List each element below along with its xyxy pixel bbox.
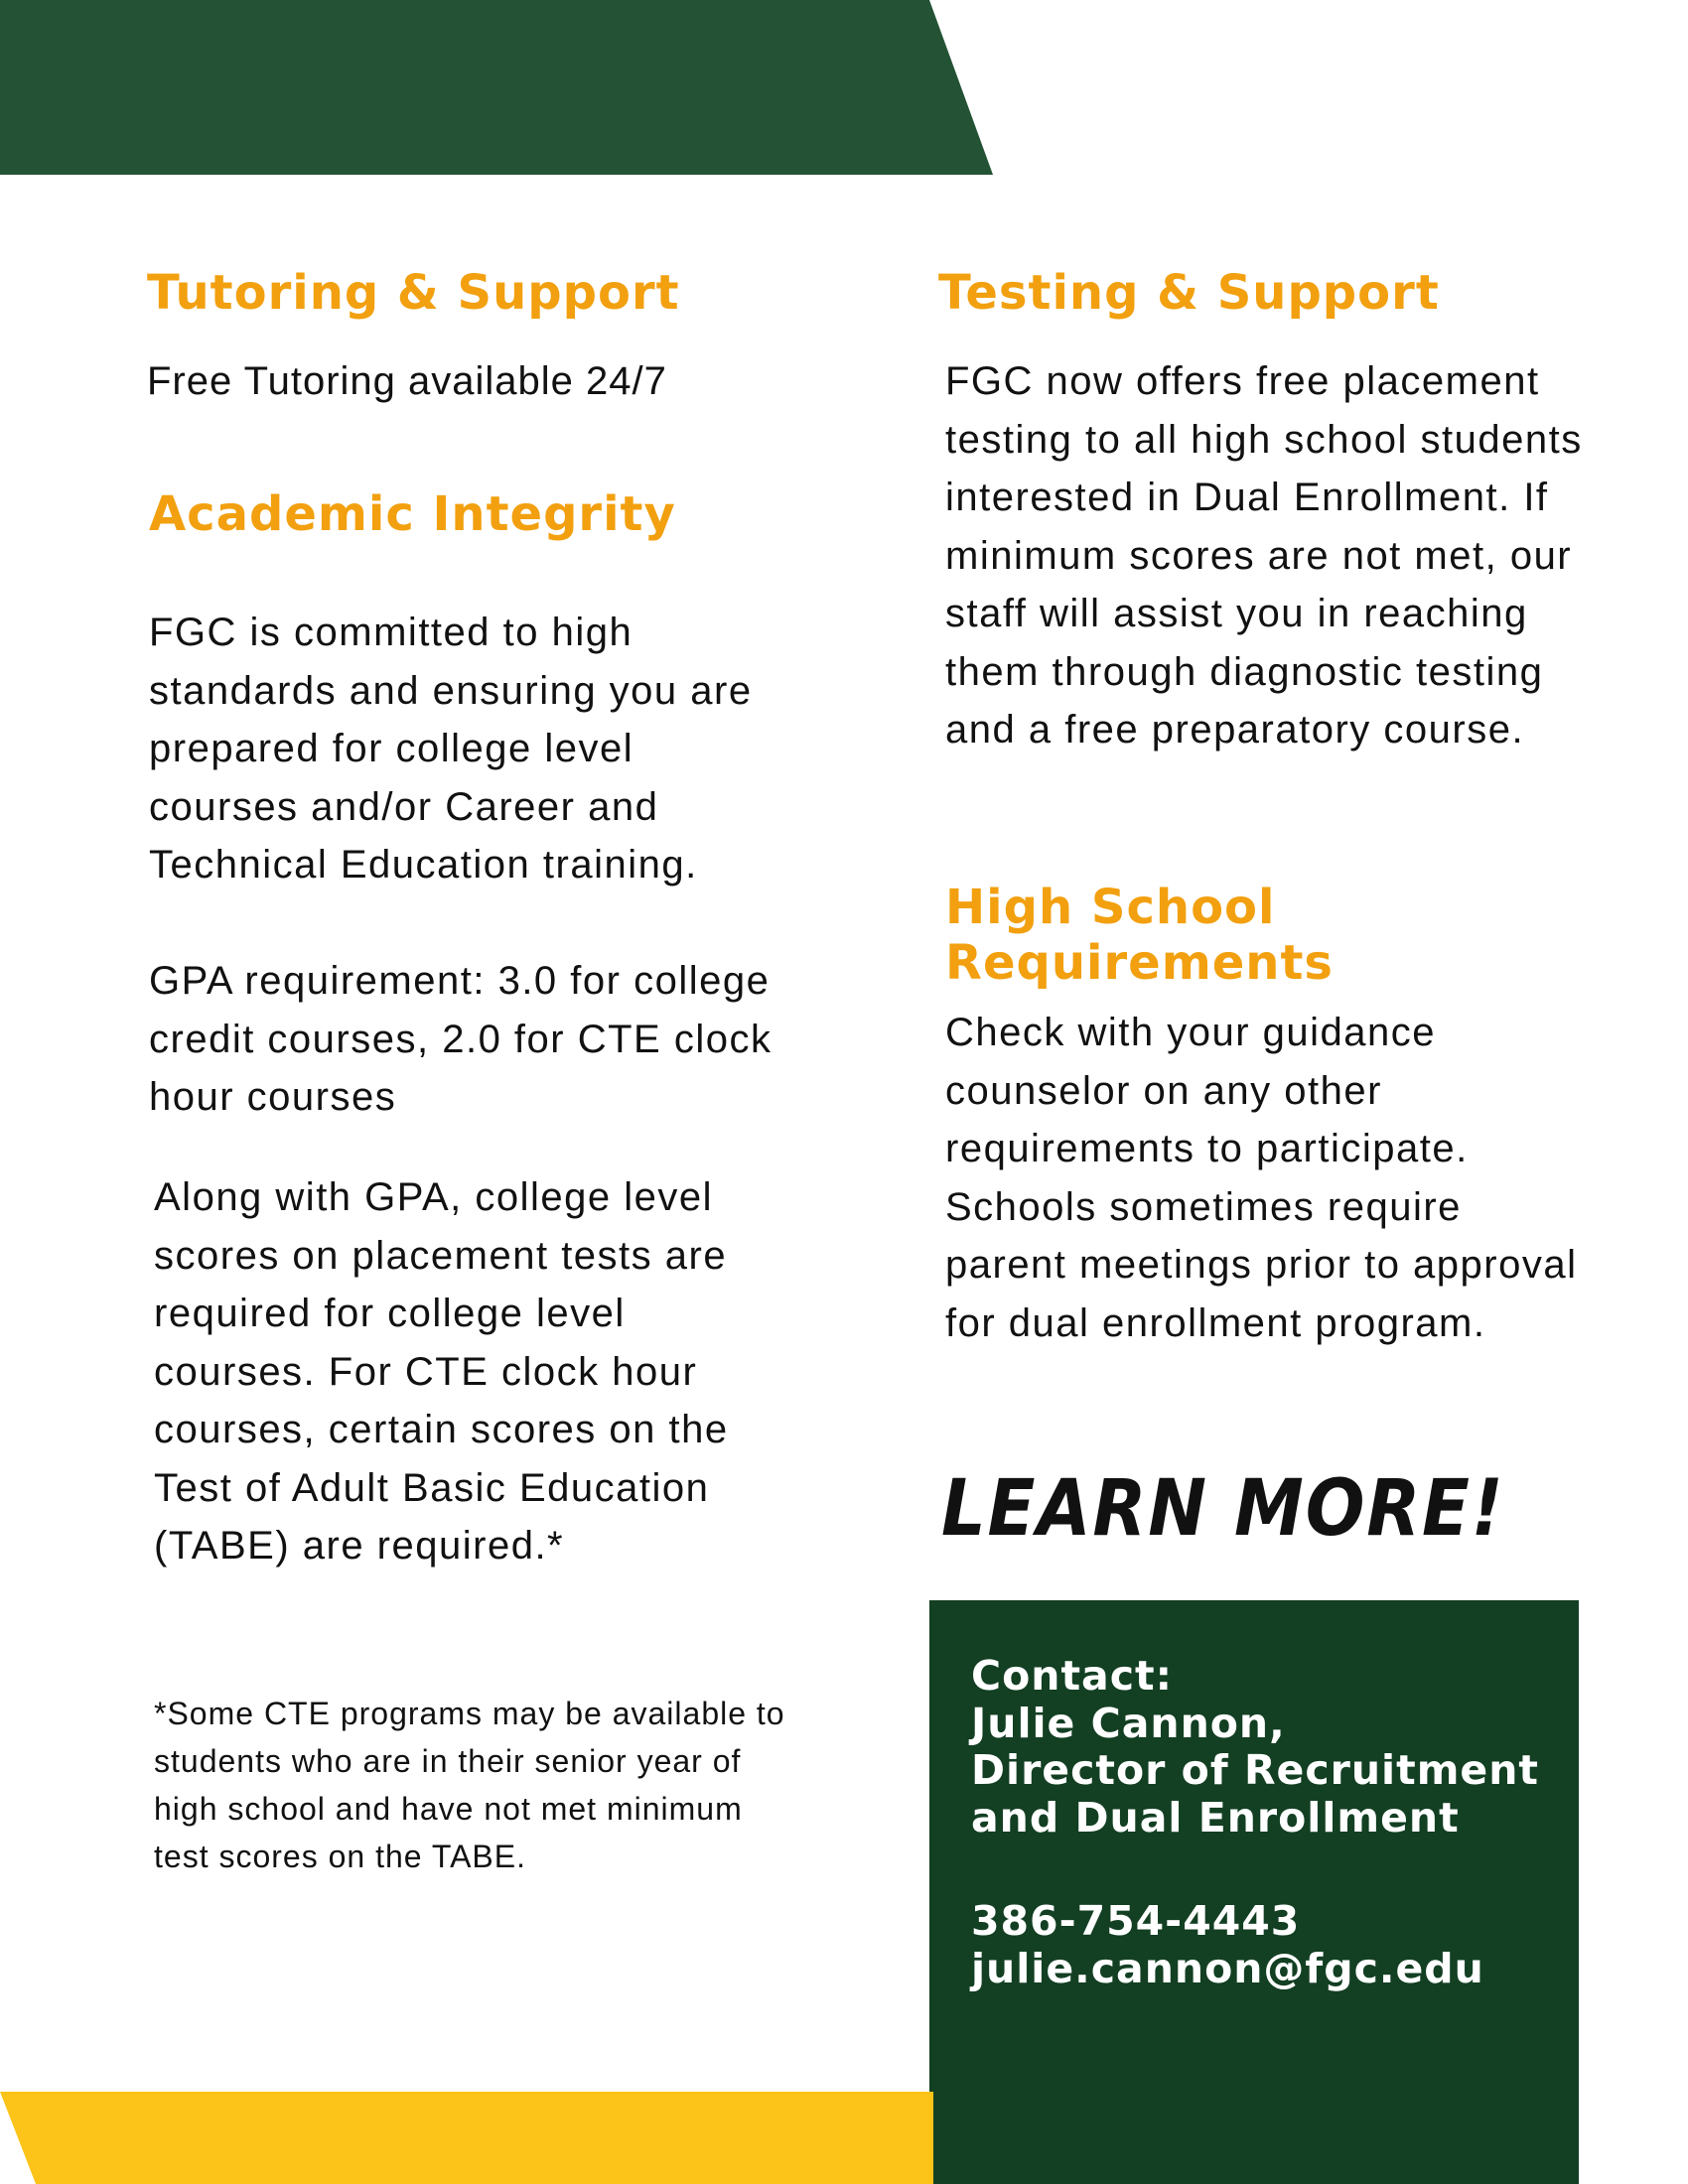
placement-scores-paragraph: Along with GPA, college level scores on placement tests are required for college level courses. For CTE clock hour courses, certain scores on the Test of Adult Basic Education (TABE) are required.* xyxy=(154,1175,729,1568)
learn-more-callout: LEARN MORE! xyxy=(941,1464,1505,1554)
cte-footnote: *Some CTE programs may be available to students who are in their senior year of high school and have not met minimum test scores on the TABE. xyxy=(154,1696,785,1874)
high-school-requirements-heading xyxy=(945,880,1334,991)
contact-details xyxy=(971,1653,1539,1842)
academic-integrity-paragraph: FGC is committed to high standards and ensuring you are prepared for college level courses and/or Career and Technical Education training. xyxy=(149,611,753,887)
contact-box xyxy=(929,1600,1579,2184)
contact-label: Contact: xyxy=(971,1652,1174,1700)
contact-phone[interactable]: 386-754-4443 xyxy=(971,1897,1301,1945)
contact-title: and Dual Enrollment xyxy=(971,1793,1460,1842)
testing-text: FGC now offers free placement testing to all high school students interested in Dual Enrollment. If minimum scores are not met, our staff will assist you in reaching them through diagnostic testing and a free preparatory course. xyxy=(945,359,1583,751)
tutoring-text: Free Tutoring available 24/7 xyxy=(147,359,667,403)
contact-methods xyxy=(971,1898,1484,1992)
contact-email-link[interactable]: julie.cannon@fgc.edu xyxy=(971,1944,1484,1992)
contact-name: Julie Cannon, xyxy=(971,1699,1286,1747)
bottom-yellow-banner xyxy=(0,2092,933,2184)
top-green-banner xyxy=(0,0,993,175)
testing-heading: Testing & Support xyxy=(938,265,1440,321)
heading-line: High School xyxy=(945,880,1276,935)
tutoring-heading: Tutoring & Support xyxy=(147,265,680,321)
heading-line: Requirements xyxy=(945,935,1334,991)
gpa-requirement-paragraph: GPA requirement: 3.0 for college credit courses, 2.0 for CTE clock hour courses xyxy=(149,959,773,1119)
high-school-requirements-text: Check with your guidance counselor on any other requirements to participate. Schools sometimes require parent meetings prior to approval for dual enrollment program. xyxy=(945,1011,1578,1345)
academic-integrity-heading: Academic Integrity xyxy=(149,486,676,542)
contact-title: Director of Recruitment xyxy=(971,1746,1540,1794)
